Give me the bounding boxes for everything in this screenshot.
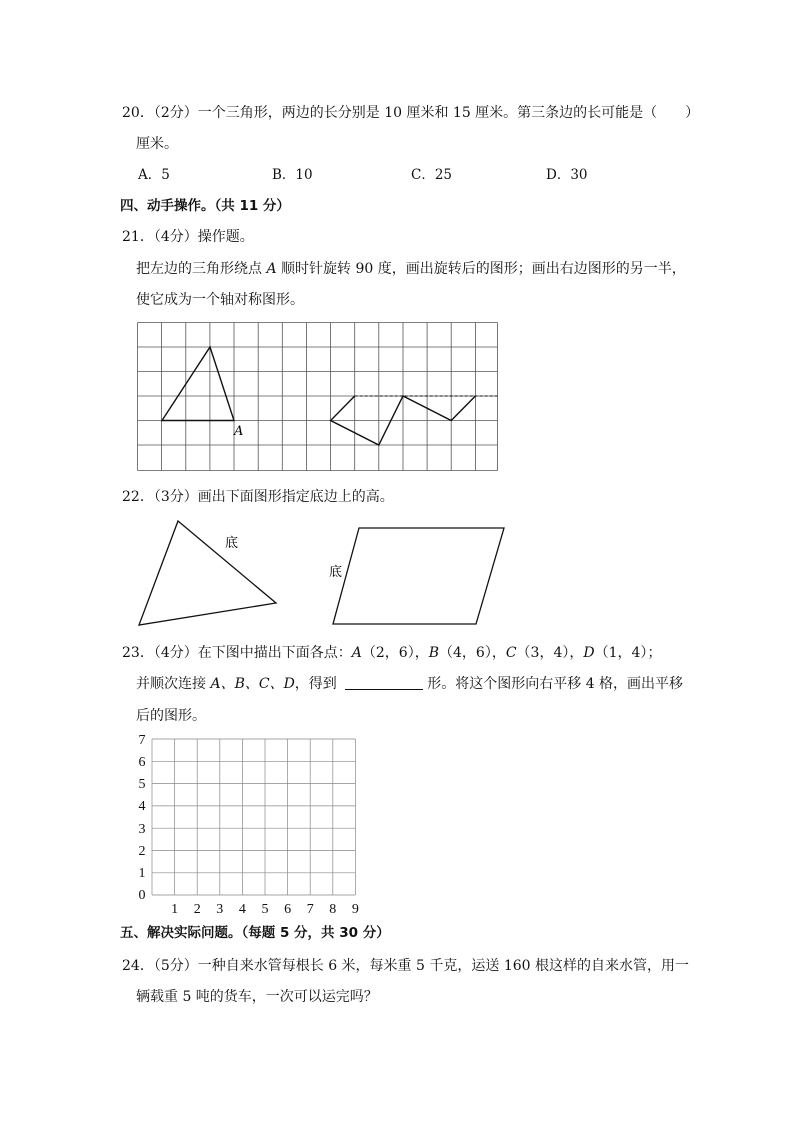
q23-x-label-4: 4	[238, 902, 246, 917]
q23-end: ；	[647, 645, 662, 661]
q23-score: （4分）	[153, 645, 198, 661]
q23-y-label-7: 7	[138, 733, 146, 748]
q23-y-label-1: 1	[138, 866, 146, 881]
q23-coordinate-grid[interactable]	[130, 730, 380, 915]
q21-title: 操作题。	[197, 229, 254, 245]
q23-y-label-6: 6	[138, 755, 146, 770]
q24-text1: 一种自来水管每根长 6 米，每米重 5 千克，运送 160 根这样的自来水管，用一	[197, 958, 689, 974]
q23-point-a-coord: （2，6）	[361, 645, 415, 661]
q22-number: 22．	[122, 489, 154, 505]
q24-number: 24．	[122, 958, 154, 974]
q23-answer-blank[interactable]	[345, 675, 423, 690]
q23-grid-lines	[152, 739, 355, 895]
q21-number: 21．	[122, 229, 154, 245]
q21-line2	[136, 259, 686, 279]
q22-triangle-figure[interactable]	[137, 520, 282, 626]
q23-y-label-2: 2	[138, 844, 146, 859]
q20-option-c[interactable]: C．25	[411, 167, 453, 183]
q23-point-a-name: A	[351, 645, 362, 661]
q23-y-label-4: 4	[138, 799, 146, 814]
q21-grid-lines	[138, 323, 498, 471]
q23-x-label-8: 8	[329, 902, 337, 917]
q20-option-d[interactable]: D．30	[546, 167, 588, 183]
q23-line3	[136, 706, 206, 726]
q23-line2a: 并顺次连接	[136, 676, 211, 692]
q20-text2: 厘米。	[136, 136, 178, 152]
q20-option-b[interactable]: B．10	[272, 167, 313, 183]
q21-point-label: A	[266, 261, 277, 277]
q23-sep-2: ，	[491, 645, 506, 661]
q20-line2	[136, 134, 178, 154]
q23-line3: 后的图形。	[136, 708, 206, 724]
q23-x-label-3: 3	[216, 902, 224, 917]
q23-number: 23．	[122, 645, 154, 661]
q22-text: 画出下面图形指定底边上的高。	[197, 489, 394, 505]
q23-line2-points: A、B、C、D	[210, 676, 295, 692]
q23-x-label-7: 7	[306, 902, 314, 917]
q22-parallelogram-base-label: 底	[329, 565, 343, 580]
q20-text: 一个三角形，两边的长分别是 10 厘米和 15 厘米。第三条边的长可能是（ ）	[197, 105, 700, 121]
q21-point-a-label: A	[234, 424, 244, 439]
q23-x-label-2: 2	[193, 902, 201, 917]
q22-score: （3分）	[153, 489, 198, 505]
q20-number: 20．	[122, 105, 154, 121]
q23-x-label-6: 6	[284, 902, 292, 917]
q21-line3	[136, 290, 304, 310]
q23-line2c: 形。将这个图形向右平移 4 格，画出平移	[427, 676, 684, 692]
q23-text: 在下图中描出下面各点：	[197, 645, 352, 661]
q21-line1	[122, 227, 254, 247]
q23-x-label-1: 1	[171, 902, 179, 917]
q23-point-d-name: D	[583, 645, 595, 661]
q23-line2b: ，得到	[294, 676, 342, 692]
q23-point-b-coord: （4，6）	[439, 645, 492, 661]
q24-text2: 辆载重 5 吨的货车，一次可以运完吗？	[136, 989, 378, 1005]
q23-point-c-name: C	[505, 645, 517, 661]
q21-text2: 使它成为一个轴对称图形。	[136, 292, 304, 308]
q20-score: （2分）	[153, 105, 198, 121]
q23-point-c-coord: （3，4）	[516, 645, 570, 661]
section-5-title: 五、解决实际问题。（每题 5 分，共 30 分）	[120, 925, 390, 941]
q23-y-label-5: 5	[138, 777, 146, 792]
q20-line1	[122, 103, 699, 123]
q23-line1	[122, 643, 661, 663]
q23-x-label-5: 5	[261, 902, 269, 917]
q24-line1	[122, 956, 689, 976]
q22-parallelogram	[333, 528, 504, 624]
q21-grid-figure[interactable]	[137, 322, 499, 472]
q23-sep-3: ，	[569, 645, 584, 661]
section-4-title: 四、动手操作。（共 11 分）	[120, 198, 290, 214]
q23-point-b-name: B	[428, 645, 439, 661]
q22-parallelogram-figure[interactable]	[327, 527, 507, 627]
q21-score: （4分）	[153, 229, 198, 245]
q21-text1b: 顺时针旋转 90 度，画出旋转后的图形；画出右边图形的另一半，	[276, 261, 686, 277]
q20-option-a[interactable]: A．5	[138, 167, 170, 183]
q24-score: （5分）	[153, 958, 198, 974]
q22-line1	[122, 487, 394, 507]
q23-x-label-9: 9	[351, 902, 359, 917]
q23-y-label-0: 0	[138, 888, 146, 903]
q23-point-d-coord: （1，4）	[594, 645, 648, 661]
q22-triangle	[139, 521, 276, 625]
q21-text1a: 把左边的三角形绕点	[136, 261, 267, 277]
q23-sep-1: ，	[414, 645, 429, 661]
q24-line2	[136, 987, 378, 1007]
q22-triangle-base-label: 底	[225, 536, 239, 551]
q23-y-label-3: 3	[138, 822, 146, 837]
q23-line2	[136, 674, 683, 694]
q21-triangle	[162, 347, 234, 421]
